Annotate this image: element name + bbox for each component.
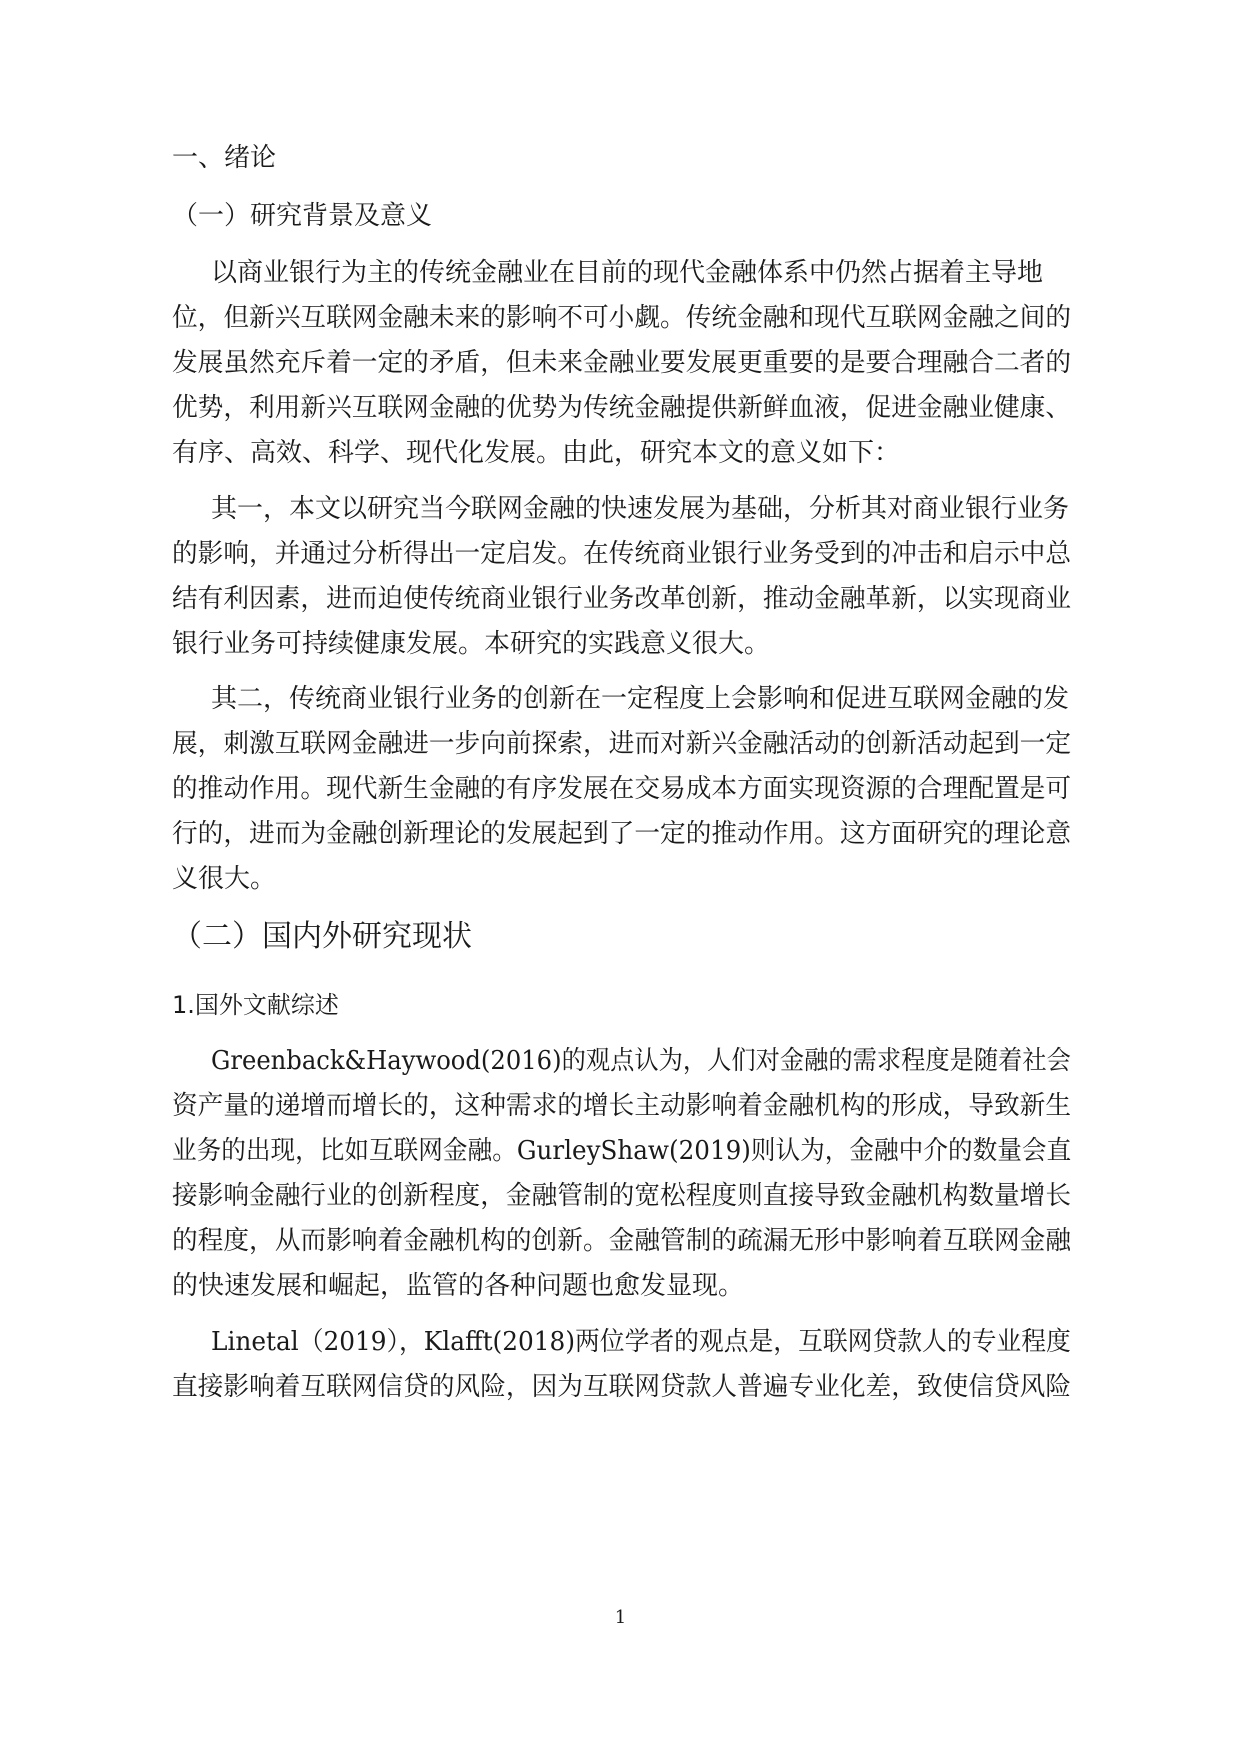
paragraph-line: Linetal（2019），Klafft(2018)两位学者的观点是，互联网贷款人的专业程度 <box>211 1327 1071 1357</box>
paragraph-line: 的快速发展和崛起，监管的各种问题也愈发显现。 <box>172 1271 745 1301</box>
section-heading-background: （一）研究背景及意义 <box>172 201 433 231</box>
paragraph-line: 其一，本文以研究当今联网金融的快速发展为基础，分析其对商业银行业务 <box>211 494 1070 524</box>
page-number: 1 <box>614 1607 627 1628</box>
paragraph-line: 优势，利用新兴互联网金融的优势为传统金融提供新鲜血液，促进金融业健康、 <box>172 393 1072 423</box>
paragraph-line: 有序、高效、科学、现代化发展。由此，研究本文的意义如下： <box>172 438 901 468</box>
paragraph-line: 的推动作用。现代新生金融的有序发展在交易成本方面实现资源的合理配置是可 <box>172 774 1072 804</box>
paragraph-line: 行的，进而为金融创新理论的发展起到了一定的推动作用。这方面研究的理论意 <box>172 819 1072 849</box>
paragraph-line: 的影响，并通过分析得出一定启发。在传统商业银行业务受到的冲击和启示中总 <box>172 539 1072 569</box>
paragraph-line: 其二，传统商业银行业务的创新在一定程度上会影响和促进互联网金融的发 <box>211 684 1070 714</box>
paragraph-line: 以商业银行为主的传统金融业在目前的现代金融体系中仍然占据着主导地 <box>211 258 1044 288</box>
section-heading-research-status: （二）国内外研究现状 <box>172 919 472 954</box>
paragraph-line: 资产量的递增而增长的，这种需求的增长主动影响着金融机构的形成，导致新生 <box>172 1091 1072 1121</box>
paragraph-line: 接影响金融行业的创新程度，金融管制的宽松程度则直接导致金融机构数量增长 <box>172 1181 1072 1211</box>
paragraph-line: 展，刺激互联网金融进一步向前探索，进而对新兴金融活动的创新活动起到一定 <box>172 729 1072 759</box>
paragraph-line: 义很大。 <box>172 864 277 894</box>
paragraph-line: 直接影响着互联网信贷的风险，因为互联网贷款人普遍专业化差，致使信贷风险 <box>172 1372 1072 1402</box>
subsection-heading-foreign-literature: 1.国外文献综述 <box>172 991 339 1019</box>
paragraph-line: Greenback&Haywood(2016)的观点认为，人们对金融的需求程度是随着社会 <box>211 1046 1071 1076</box>
paragraph-line: 业务的出现，比如互联网金融。GurleyShaw(2019)则认为，金融中介的数量会直 <box>172 1136 1072 1166</box>
paragraph-line: 银行业务可持续健康发展。本研究的实践意义很大。 <box>172 629 771 659</box>
paragraph-line: 发展虽然充斥着一定的矛盾，但未来金融业要发展更重要的是要合理融合二者的 <box>172 348 1072 378</box>
paragraph-line: 位，但新兴互联网金融未来的影响不可小觑。传统金融和现代互联网金融之间的 <box>172 303 1072 333</box>
paragraph-line: 结有利因素，进而迫使传统商业银行业务改革创新，推动金融革新，以实现商业 <box>172 584 1072 614</box>
paragraph-line: 的程度，从而影响着金融机构的创新。金融管制的疏漏无形中影响着互联网金融 <box>172 1226 1072 1256</box>
chapter-heading: 一、绪论 <box>172 143 277 173</box>
